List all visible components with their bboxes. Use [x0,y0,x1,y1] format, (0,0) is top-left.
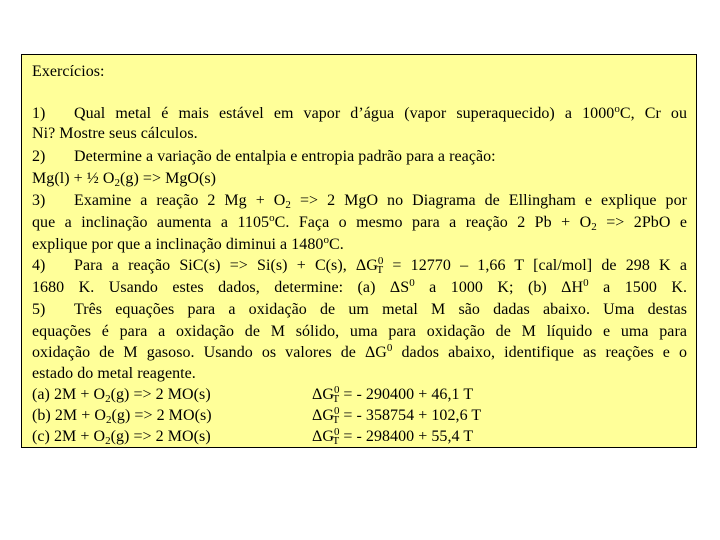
exercise-2-text: Determine a variação de entalpia e entropia padrão para a reação: [74,148,496,165]
exercise-1-line-1 [32,104,687,124]
exercise-5-line-1: 5) Três equações para a oxidação de um metal M são dadas abaixo. Uma destas [32,301,687,318]
equation-a-gibbs: $\Delta G^0_T$ = - 290400 + 46,1 T [312,384,474,405]
exercise-2-number: 2) [32,148,46,165]
heading: Exercícios: [32,63,105,80]
exercise-3-number: 3) [32,192,46,209]
exercise-2-reaction: Mg(l) + ½ $O_2(g) => MgO(s)$ [32,170,217,189]
exercise-1-line-2: Ni? Mostre seus cálculos. [32,125,198,142]
exercise-1-text-end: C, Cr ou [619,105,688,122]
exercise-text-box [21,54,697,448]
exercise-1-text: Qual metal é mais estável em vapor d’água (vapor superaquecido) a 1000 [74,105,615,122]
exercise-5-number: 5) [32,301,46,318]
equation-row-b: (b) $2M + O_2(g) => 2$ MO(s) $\Delta G^0_T$ = - 358754 + 102,6 T [32,405,482,426]
equation-b-gibbs: $\Delta G^0_T$ = - 358754 + 102,6 T [312,405,482,426]
exercise-4-line-1: 4) Para a reação SiC(s) => Si(s) + C(s), $\Delta G^0_T = 12770 - 1,66$ T [cal/mol] de 298 K a [32,255,687,276]
exercise-5-line-4: estado do metal reagente. [32,365,196,382]
equation-row-a: (a) $2M + O_2(g) => 2$ MO(s) $\Delta G^0_T$ = - 290400 + 46,1 T [32,384,474,405]
exercise-5-line-2: equações é para a oxidação de M sólido, uma para oxidação de M líquido e uma para [32,323,687,340]
exercise-3-line-1: 3) Examine a reação 2 $Mg + O_2 => 2$ MgO no Diagrama de Ellingham e explique por [32,192,688,211]
exercise-4-line-2: 1680 K. Usando estes dados, determine: (a) $\Delta S^0$ a 1000 K; (b) $\Delta H^0$ a 1500 K. [32,277,688,296]
equation-c-gibbs: $\Delta G^0_T$ = - 298400 + 55,4 T [312,426,474,447]
exercise-3-line-3: explique por que a inclinação diminui a 1480$^o$C. [32,234,344,253]
exercise-4-number: 4) [32,257,46,274]
exercise-3-line-2: que a inclinação aumenta a 1105$^o$C. Faça o mesmo para a reação 2 $Pb + O_2 => 2PbO$ e [32,212,688,233]
exercise-2-line-1 [32,147,496,167]
degree-sup: o [614,103,620,115]
exercise-5-line-3: oxidação de M gasoso. Usando os valores de $\Delta G^0$ dados abaixo, identifique as reações e o [32,342,688,361]
exercise-1-number: 1) [32,105,46,122]
equation-row-c: (c) $2M + O_2(g) => 2$ MO(s) $\Delta G^0_T$ = - 298400 + 55,4 T [32,426,474,447]
